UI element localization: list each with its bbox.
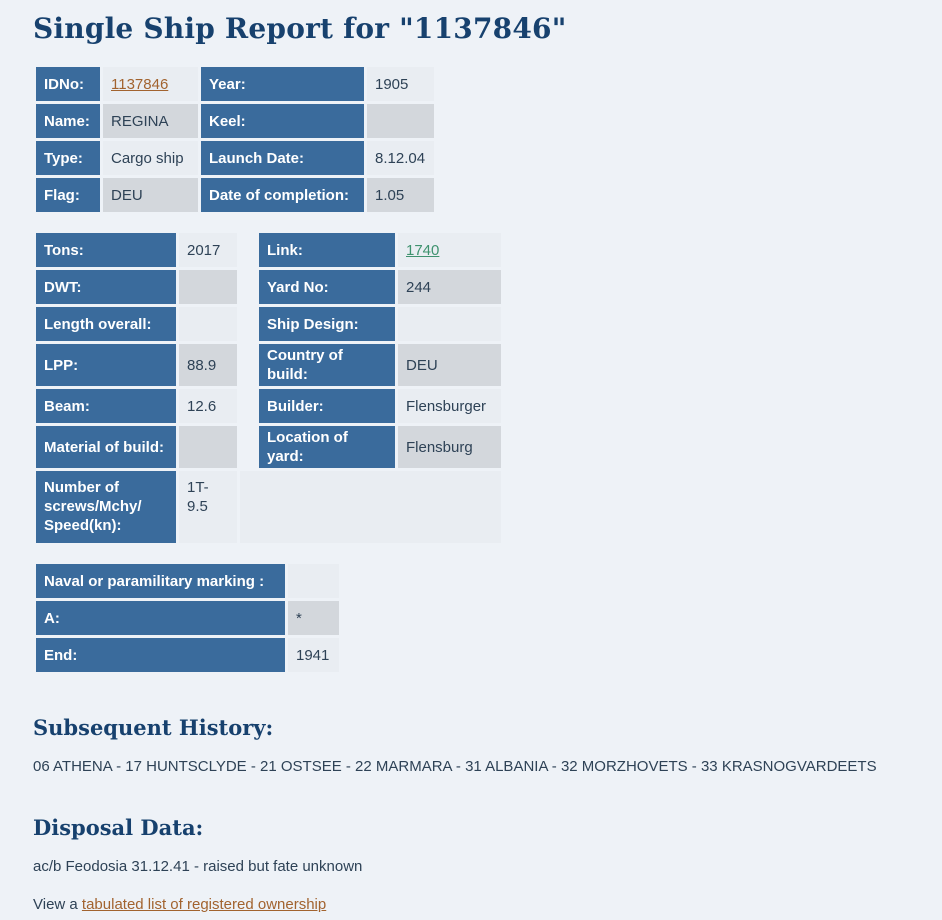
link-1740[interactable]: 1740 [406,241,440,259]
field-label-a: A: [36,601,285,635]
disposal-data-text: ac/b Feodosia 31.12.41 - raised but fate unknown [33,858,363,875]
field-label-idno: IDNo: [36,67,100,101]
subsequent-history-heading: Subsequent History: [33,715,274,740]
field-value-flag: DEU [103,178,198,212]
field-value-tons: 2017 [179,233,237,267]
table-row [36,344,501,386]
field-label-launch-date: Launch Date: [201,141,364,175]
field-label-location-of-yard: Location of yard: [259,426,395,468]
ship-dimensions-table [33,230,504,546]
table-row [36,638,339,672]
field-value-a: * [288,601,339,635]
field-value-launch-date: 8.12.04 [367,141,434,175]
field-label-lpp: LPP: [36,344,176,386]
field-label-keel: Keel: [201,104,364,138]
subsequent-history-text: 06 ATHENA - 17 HUNTSCLYDE - 21 OSTSEE - 22 MARMARA - 31 ALBANIA - 32 MORZHOVETS - 33 KRASNOGVARDEETS [33,758,877,775]
field-label-type: Type: [36,141,100,175]
column-spacer [240,426,256,468]
field-value-builder: Flensburger [398,389,501,423]
column-spacer [240,344,256,386]
table-row [36,67,434,101]
field-label-screws-mchy-speed: Number of screws/​Mchy/​Speed(kn): [36,471,176,543]
field-value-year: 1905 [367,67,434,101]
empty-cell [240,471,501,543]
field-value-screws-mchy-speed: 1T-9.5 [179,471,237,543]
field-value-beam: 12.6 [179,389,237,423]
field-label-name: Name: [36,104,100,138]
page-title: Single Ship Report for "1137846" [33,12,567,45]
table-row [36,601,339,635]
naval-marking-table [33,561,342,675]
field-value-yard-no: 244 [398,270,501,304]
field-label-end: End: [36,638,285,672]
table-row [36,104,434,138]
field-value-type: Cargo ship [103,141,198,175]
disposal-data-heading: Disposal Data: [33,815,204,840]
field-label-naval-marking: Naval or paramilitary marking : [36,564,285,598]
field-value-name: REGINA [103,104,198,138]
field-label-tons: Tons: [36,233,176,267]
field-label-year: Year: [201,67,364,101]
ownership-prefix: View a [33,896,82,913]
field-label-length-overall: Length overall: [36,307,176,341]
field-label-builder: Builder: [259,389,395,423]
field-label-link: Link: [259,233,395,267]
field-label-completion-date: Date of completion: [201,178,364,212]
field-value-completion-date: 1.05 [367,178,434,212]
field-value-lpp: 88.9 [179,344,237,386]
table-row [36,389,501,423]
column-spacer [240,389,256,423]
column-spacer [240,233,256,267]
field-value-keel [367,104,434,138]
ownership-link[interactable]: tabulated list of registered ownership [81,896,327,913]
table-row [36,270,501,304]
field-value-location-of-yard: Flensburg [398,426,501,468]
field-value-end: 1941 [288,638,339,672]
field-label-flag: Flag: [36,178,100,212]
field-value-ship-design [398,307,501,341]
field-value-material-of-build [179,426,237,468]
field-value-length-overall [179,307,237,341]
field-value-naval-marking [288,564,339,598]
field-label-beam: Beam: [36,389,176,423]
table-row [36,307,501,341]
column-spacer [240,307,256,341]
field-label-dwt: DWT: [36,270,176,304]
field-label-country-of-build: Country of build: [259,344,395,386]
field-value-idno [103,67,198,101]
column-spacer [240,270,256,304]
idno-link[interactable]: 1137846 [111,75,169,93]
table-row [36,178,434,212]
ship-identity-table [33,64,437,215]
table-row [36,426,501,468]
field-label-ship-design: Ship Design: [259,307,395,341]
field-value-link [398,233,501,267]
ownership-line [33,896,942,913]
field-label-yard-no: Yard No: [259,270,395,304]
field-label-material-of-build: Material of build: [36,426,176,468]
field-value-dwt [179,270,237,304]
table-row [36,471,501,543]
table-row [36,233,501,267]
field-value-country-of-build: DEU [398,344,501,386]
table-row [36,564,339,598]
table-row [36,141,434,175]
